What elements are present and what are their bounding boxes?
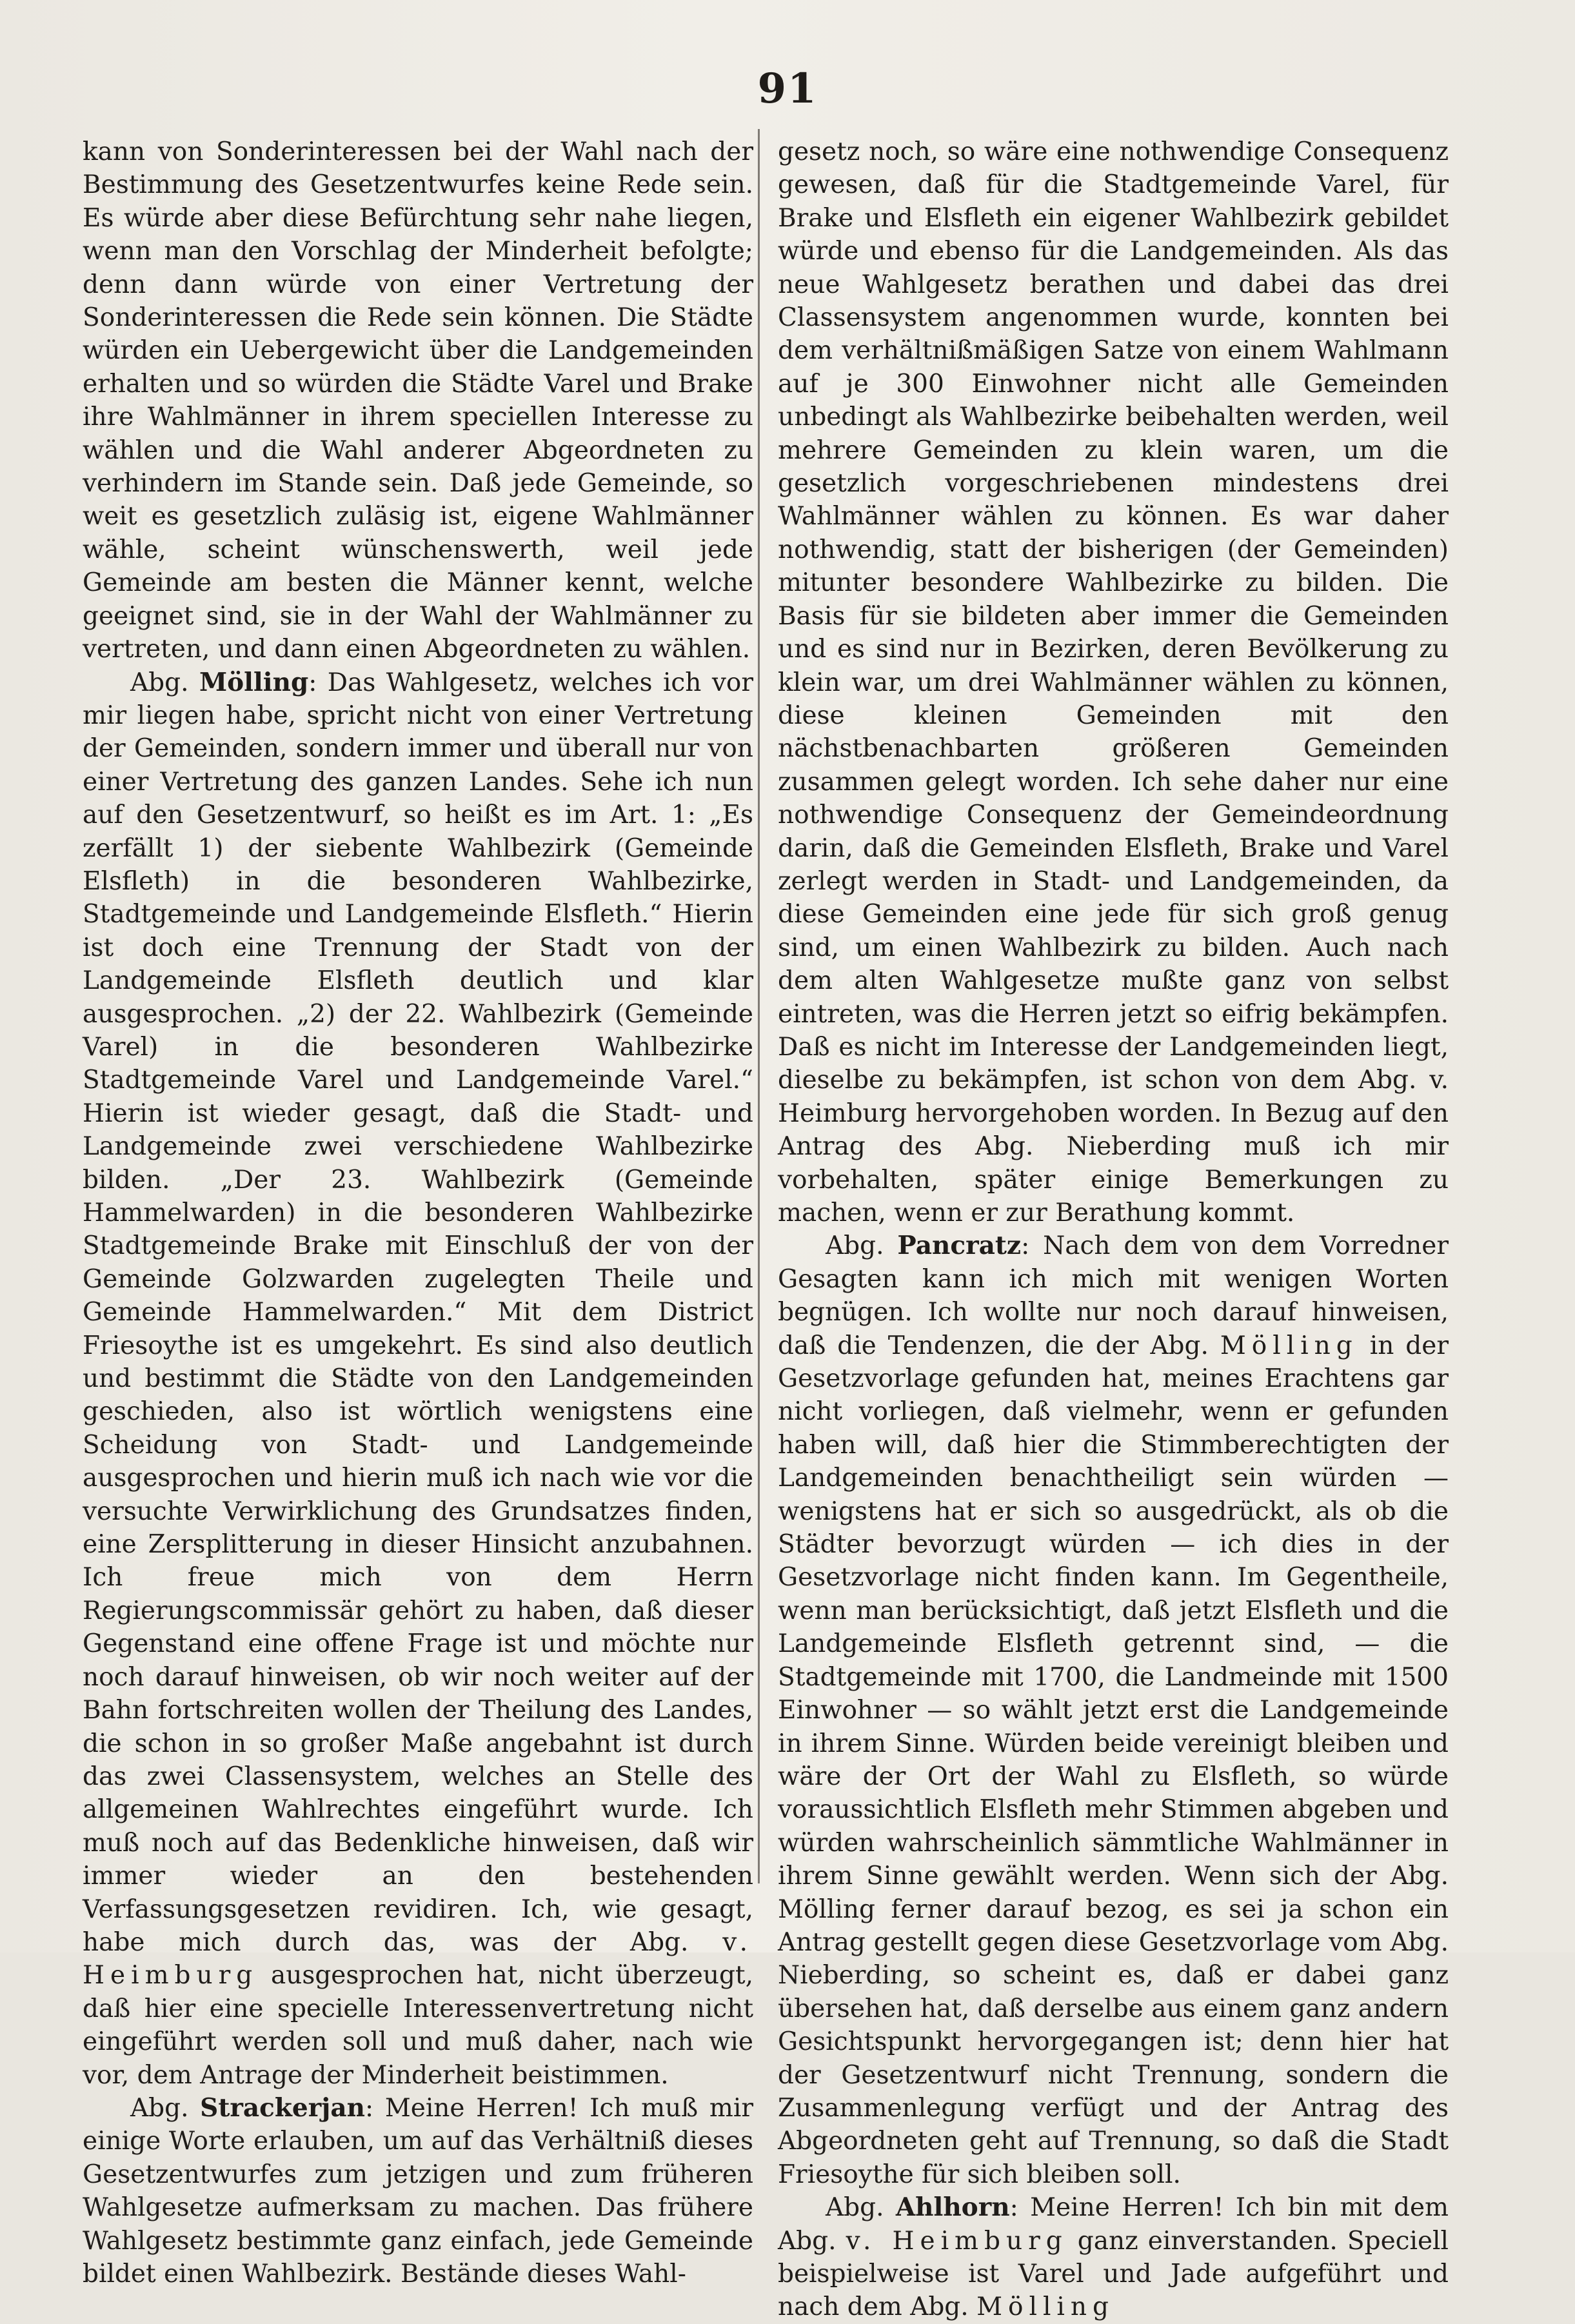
speaker-name: Ahlhorn [895, 2192, 1010, 2223]
spaced-name: Mölling [976, 2292, 1114, 2322]
abg-label: Abg. [130, 668, 189, 697]
speech-moelling [83, 666, 753, 2092]
speech-text: in der Gesetzvorlage gefunden hat, meines Erachtens gar nicht vorliegen, daß vielmehr, wenn er gefunden haben will, daß hier die Stimmberechtigten der Landgemeinden benachtheiligt sein würden — wenigstens hat er sich so ausgedrückt, als ob die Städter bevorzugt würden — ich dies in der Gesetzvorlage nicht finden kann. Im Gegentheile, wenn man berücksichtigt, daß jetzt Elsfleth und die Landgemeinde Elsfleth getrennt sind, — die Stadtgemeinde mit 1700, die Landmeinde mit 1500 Einwohner — so wählt jetzt erst die Landgemeinde in ihrem Sinne. Würden beide vereinigt bleiben und wäre der Ort der Wahl zu Elsfleth, so würde voraussichtlich Elsfleth mehr Stimmen abgeben und würden wahrscheinlich sämmtliche Wahlmänner in ihrem Sinne gewählt werden. Wenn sich der Abg. Mölling ferner darauf bezog, es sei ja schon ein Antrag gestellt gegen diese Gesetzvorlage vom Abg. Nieberding, so scheint es, daß er dabei ganz übersehen hat, daß derselbe aus einem ganz andern Gesichtspunkt hervorgegangen ist; denn hier hat der Gesetzentwurf nicht Trennung, sondern die Zusammenlegung verfügt und der Antrag des Abgeordneten geht auf Trennung, so daß die Stadt Friesoythe für sich bleiben soll. [778, 1331, 1449, 2189]
speech-text: : Nach dem von dem Vorredner Gesagten kann ich mich mit wenigen Worten begnügen. Ich wollte nur noch darauf hinweisen, daß die Tendenzen, die der Abg. [778, 1231, 1449, 1360]
speech-text: : Das Wahlgesetz, welches ich vor mir liegen habe, spricht nicht von einer Vertretung der Gemeinden, sondern immer und überall nur von einer Vertretung des ganzen Landes. Sehe ich nun auf den Gesetzentwurf, so heißt es im Art. 1: „Es zerfällt 1) der siebente Wahlbezirk (Gemeinde Elsfleth) in die besonderen Wahlbezirke, Stadtgemeinde und Landgemeinde Elsfleth.“ Hierin ist doch eine Trennung der Stadt von der Landgemeinde Elsfleth deutlich und klar ausgesprochen. „2) der 22. Wahlbezirk (Gemeinde Varel) in die besonderen Wahlbezirke Stadtgemeinde Varel und Landgemeinde Varel.“ Hierin ist wieder gesagt, daß die Stadt- und Landgemeinde zwei verschiedene Wahlbezirke bilden. „Der 23. Wahlbezirk (Gemeinde Hammelwarden) in die besonderen Wahlbezirke Stadtgemeinde Brake mit Einschluß der von der Gemeinde Golzwarden zugelegten Theile und Gemeinde Hammelwarden.“ Mit dem District Friesoythe ist es umgekehrt. Es sind also deutlich und bestimmt die Städte von den Landgemeinden geschieden, also ist wörtlich wenigstens eine Scheidung von Stadt- und Landgemeinde ausgesprochen und hierin muß ich nach wie vor die versuchte Verwirklichung des Grundsatzes finden, eine Zersplitterung in dieser Hinsicht anzubahnen. Ich freue mich von dem Herrn Regierungscommissär gehört zu haben, daß dieser Gegenstand eine offene Frage ist und möchte nur noch darauf hinweisen, ob wir noch weiter auf der Bahn fortschreiten wollen der Theilung des Landes, die schon in so großer Maße angebahnt ist durch das zwei Classensystem, welches an Stelle des allgemeinen Wahlrechtes eingeführt wurde. Ich muß noch auf das Bedenkliche hinweisen, daß wir immer wieder an den bestehenden Verfassungsgesetzen revidiren. Ich, wie gesagt, habe mich durch das, was der Abg. [83, 668, 753, 1957]
right-column [778, 135, 1449, 2324]
speech-ahlhorn [778, 2191, 1449, 2324]
speech-pancratz [778, 1229, 1449, 2191]
left-column [83, 135, 753, 2290]
abg-label: Abg. [130, 2093, 189, 2123]
speech-strackerjan [83, 2092, 753, 2290]
page-number: 91 [757, 65, 818, 113]
spaced-name: Mölling [1220, 1331, 1358, 1360]
speech-text: : Meine Herren! Ich muß mir einige Worte erlauben, um auf das Verhältniß dieses Gesetzentwurfes zum jetzigen und zum früheren Wahlgesetze aufmerksam zu machen. Das frühere Wahlgesetz bestimmte ganz einfach, jede Gemeinde bildet einen Wahlbezirk. Bestände dieses Wahl- [83, 2093, 753, 2289]
speaker-name: Mölling [199, 667, 309, 697]
speech-text: ausgesprochen hat, nicht überzeugt, daß hier eine specielle Interessenvertretung nicht eingeführt werden soll und muß daher, nach wie vor, dem Antrage der Minderheit beistimmen. [83, 1961, 753, 2090]
abg-label: Abg. [826, 2193, 884, 2223]
column-divider [758, 129, 760, 1883]
speaker-name: Strackerjan [200, 2092, 366, 2123]
abg-label: Abg. [826, 1231, 884, 1261]
speaker-name: Pancratz [897, 1231, 1022, 1261]
paragraph-continuation: kann von Sonderinteressen bei der Wahl nach der Bestimmung des Gesetzentwurfes keine Rede sein. Es würde aber diese Befürchtung sehr nahe liegen, wenn man den Vorschlag der Minderheit befolgte; denn dann würde von einer Vertretung der Sonderinteressen die Rede sein können. Die Städte würden ein Uebergewicht über die Landgemeinden erhalten und so würden die Städte Varel und Brake ihre Wahlmänner in ihrem speciellen Interesse zu wählen und die Wahl anderer Abgeordneten zu verhindern im Stande sein. Daß jede Gemeinde, so weit es gesetzlich zuläsig ist, eigene Wahlmänner wähle, scheint wünschenswerth, weil jede Gemeinde am besten die Männer kennt, welche geeignet sind, sie in der Wahl der Wahlmänner zu vertreten, und dann einen Abgeordneten zu wählen. [83, 137, 753, 664]
spaced-name: v. Heimburg [846, 2226, 1068, 2256]
speech-text: ganz einverstanden. Speciell beispielweise ist Varel und Jade aufgeführt und nach dem Abg. [778, 2226, 1449, 2322]
speech-text: : Meine Herren! Ich bin mit dem Abg. [778, 2193, 1449, 2256]
paragraph-continuation: gesetz noch, so wäre eine nothwendige Consequenz gewesen, daß für die Stadtgemeinde Varel, für Brake und Elsfleth ein eigener Wahlbezirk gebildet würde und ebenso für die Landgemeinden. Als das neue Wahlgesetz berathen und dabei das drei Classensystem angenommen wurde, konnten bei dem verhältnißmäßigen Satze von einem Wahlmann auf je 300 Einwohner nicht alle Gemeinden unbedingt als Wahlbezirke beibehalten werden, weil mehrere Gemeinden zu klein waren, um die gesetzlich vorgeschriebenen mindestens drei Wahlmänner wählen zu können. Es war daher nothwendig, statt der bisherigen (der Gemeinden) mitunter besondere Wahlbezirke zu bilden. Die Basis für sie bildeten aber immer die Gemeinden und es sind nur in Bezirken, deren Bevölkerung zu klein war, um drei Wahlmänner wählen zu können, diese kleinen Gemeinden mit den nächstbenachbarten größeren Gemeinden zusammen gelegt worden. Ich sehe daher nur eine nothwendige Consequenz der Gemeindeordnung darin, daß die Gemeinden Elsfleth, Brake und Varel zerlegt werden in Stadt- und Landgemeinden, da diese Gemeinden eine jede für sich groß genug sind, um einen Wahlbezirk zu bilden. Auch nach dem alten Wahlgesetze mußte ganz von selbst eintreten, was die Herren jetzt so eifrig bekämpfen. Daß es nicht im Interesse der Landgemeinden liegt, dieselbe zu bekämpfen, ist schon von dem Abg. v. Heimburg hervorgehoben worden. In Bezug auf den Antrag des Abg. Nieberding muß ich mir vorbehalten, später einige Bemerkungen zu machen, wenn er zur Berathung kommt. [778, 137, 1449, 1227]
spaced-name: v. Heimburg [83, 1927, 753, 1991]
